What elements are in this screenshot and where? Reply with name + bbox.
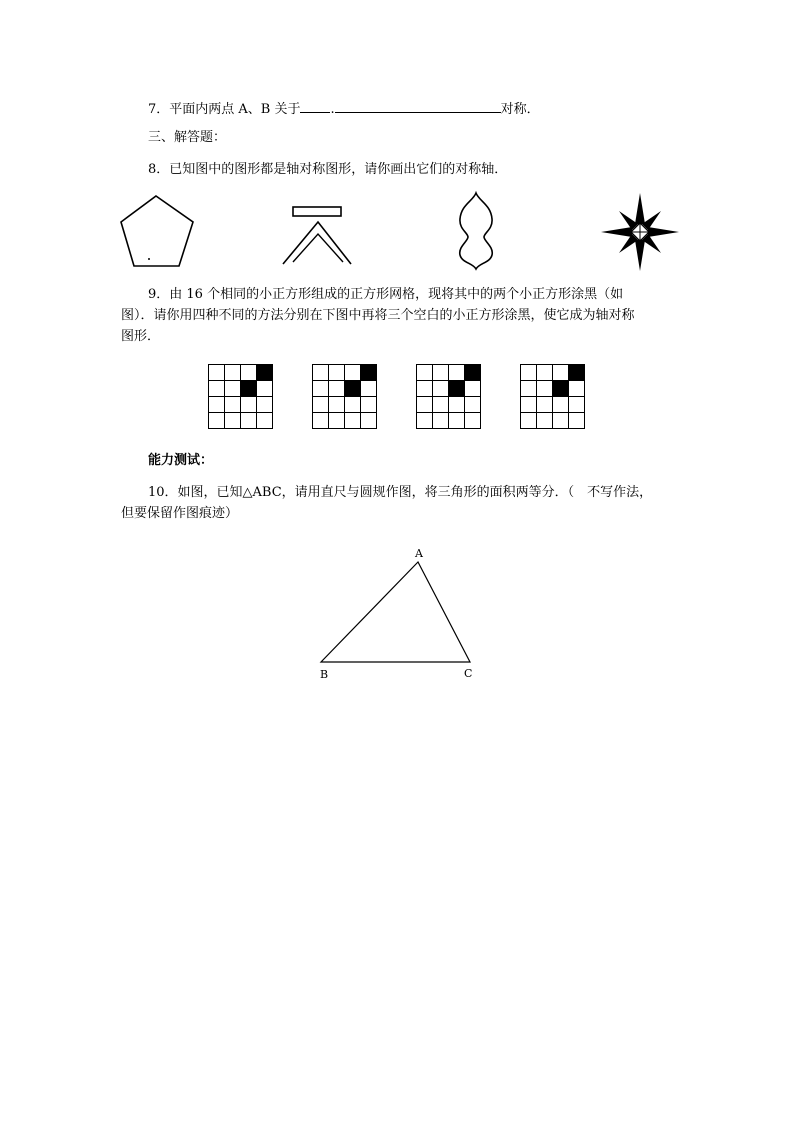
grid-cell-blank[interactable] xyxy=(417,381,433,397)
compass-star-figure xyxy=(599,191,681,273)
grid-row xyxy=(417,365,481,381)
grid-cell-blank[interactable] xyxy=(313,381,329,397)
grid-cell-blank[interactable] xyxy=(361,413,377,429)
grid-row xyxy=(209,365,273,381)
vertex-label-b: B xyxy=(320,668,329,681)
question-9-line-2: 图）．请你用四种不同的方法分别在下图中再将三个空白的小正方形涂黑，使它成为轴对称 xyxy=(121,308,635,323)
grid-cell-blank[interactable] xyxy=(257,381,273,397)
vertex-label-c: C xyxy=(464,667,473,680)
square-grid-1 xyxy=(208,364,273,429)
square-grid-4 xyxy=(520,364,585,429)
vertex-label-a: A xyxy=(415,547,423,560)
grid-row xyxy=(417,381,481,397)
grid-row xyxy=(521,381,585,397)
chevron-bar-figure xyxy=(283,204,353,266)
grid-cell-blank[interactable] xyxy=(417,413,433,429)
grid-cell-blank[interactable] xyxy=(241,413,257,429)
grid-cell-blank[interactable] xyxy=(433,381,449,397)
grid-cell-blank[interactable] xyxy=(569,413,585,429)
grid-cell-blank[interactable] xyxy=(553,397,569,413)
question-10-line-1: 10．如图，已知△ABC，请用直尺与圆规作图，将三角形的面积两等分．（ 不写作法， xyxy=(148,485,653,500)
grid-cell-blank[interactable] xyxy=(521,413,537,429)
question-8: 8．已知图中的图形都是轴对称图形，请你画出它们的对称轴． xyxy=(148,162,508,177)
grid-cell-blank[interactable] xyxy=(361,397,377,413)
grid-row xyxy=(209,381,273,397)
grid-cell-blank[interactable] xyxy=(465,397,481,413)
chevron-inner-shape xyxy=(293,234,343,262)
grid-cell-blank[interactable] xyxy=(345,413,361,429)
ability-test-heading: 能力测试： xyxy=(148,453,214,468)
grid-cell-blank[interactable] xyxy=(209,413,225,429)
grid-cell-blank[interactable] xyxy=(537,413,553,429)
grid-row xyxy=(209,413,273,429)
question-7 xyxy=(148,98,540,120)
grid-cell-black[interactable] xyxy=(465,365,481,381)
grid-cell-blank[interactable] xyxy=(449,365,465,381)
grid-cell-blank[interactable] xyxy=(433,413,449,429)
grid-cell-black[interactable] xyxy=(345,381,361,397)
grid-cell-black[interactable] xyxy=(553,381,569,397)
grid-cell-blank[interactable] xyxy=(225,397,241,413)
triangle-shape xyxy=(321,562,470,662)
grid-cell-blank[interactable] xyxy=(329,413,345,429)
grid-cell-blank[interactable] xyxy=(449,413,465,429)
section-heading-answer-questions: 三、解答题： xyxy=(148,130,227,145)
grid-cell-blank[interactable] xyxy=(553,365,569,381)
grid-cell-blank[interactable] xyxy=(553,413,569,429)
grid-cell-blank[interactable] xyxy=(417,397,433,413)
grid-cell-blank[interactable] xyxy=(433,397,449,413)
grid-cell-blank[interactable] xyxy=(345,365,361,381)
pentagon-dot xyxy=(148,258,150,260)
grid-cell-black[interactable] xyxy=(449,381,465,397)
grid-cell-blank[interactable] xyxy=(241,365,257,381)
pentagon-shape xyxy=(121,196,193,266)
grid-cell-blank[interactable] xyxy=(465,413,481,429)
grid-row xyxy=(521,365,585,381)
grid-cell-blank[interactable] xyxy=(569,397,585,413)
grid-row xyxy=(521,413,585,429)
grid-row xyxy=(209,397,273,413)
answer-blank-long[interactable] xyxy=(335,98,501,113)
square-grid-3 xyxy=(416,364,481,429)
grid-cell-blank[interactable] xyxy=(313,397,329,413)
grid-cell-blank[interactable] xyxy=(225,381,241,397)
square-grid-2 xyxy=(312,364,377,429)
pentagon-figure xyxy=(118,192,198,272)
chevron-shape xyxy=(283,222,351,264)
grid-cell-black[interactable] xyxy=(569,365,585,381)
question-7-suffix: 对称． xyxy=(500,102,540,117)
grid-cell-blank[interactable] xyxy=(209,365,225,381)
grid-row xyxy=(313,365,377,381)
grid-cell-blank[interactable] xyxy=(521,397,537,413)
question-9-line-1: 9．由 16 个相同的小正方形组成的正方形网格，现将其中的两个小正方形涂黑（如 xyxy=(148,287,624,302)
grid-cell-blank[interactable] xyxy=(257,413,273,429)
grid-cell-blank[interactable] xyxy=(569,381,585,397)
grid-cell-blank[interactable] xyxy=(433,365,449,381)
grid-cell-blank[interactable] xyxy=(225,413,241,429)
star-ray-s xyxy=(635,240,645,271)
grid-row xyxy=(313,381,377,397)
grid-cell-blank[interactable] xyxy=(449,397,465,413)
grid-cell-blank[interactable] xyxy=(521,381,537,397)
grid-cell-blank[interactable] xyxy=(361,381,377,397)
grid-cell-black[interactable] xyxy=(241,381,257,397)
grid-row xyxy=(521,397,585,413)
grid-cell-blank[interactable] xyxy=(225,365,241,381)
grid-cell-blank[interactable] xyxy=(345,397,361,413)
grid-cell-blank[interactable] xyxy=(537,365,553,381)
grid-row xyxy=(313,397,377,413)
grid-cell-blank[interactable] xyxy=(521,365,537,381)
grid-row xyxy=(313,413,377,429)
answer-blank-short[interactable] xyxy=(300,98,330,113)
grid-cell-blank[interactable] xyxy=(465,381,481,397)
compass-star-group xyxy=(601,193,679,271)
grid-cell-blank[interactable] xyxy=(329,365,345,381)
question-7-dot: . xyxy=(330,102,335,117)
question-7-prefix: 7．平面内两点 A、B 关于 xyxy=(148,102,301,117)
grid-cell-blank[interactable] xyxy=(537,397,553,413)
star-ray-e xyxy=(648,227,679,237)
vase-shape xyxy=(460,193,493,269)
star-ray-w xyxy=(601,227,632,237)
bar-shape xyxy=(293,207,341,216)
question-9-line-3: 图形． xyxy=(121,329,161,344)
grid-cell-blank[interactable] xyxy=(257,397,273,413)
grid-cell-blank[interactable] xyxy=(241,397,257,413)
grid-cell-blank[interactable] xyxy=(537,381,553,397)
grid-cell-blank[interactable] xyxy=(209,397,225,413)
question-10-line-2: 但要保留作图痕迹） xyxy=(121,506,239,521)
triangle-abc xyxy=(316,558,476,668)
grid-cell-blank[interactable] xyxy=(329,381,345,397)
vase-figure xyxy=(451,191,501,271)
grid-row xyxy=(417,397,481,413)
grid-cell-black[interactable] xyxy=(257,365,273,381)
grid-row xyxy=(417,413,481,429)
grid-cell-black[interactable] xyxy=(361,365,377,381)
grid-cell-blank[interactable] xyxy=(313,413,329,429)
grid-cell-blank[interactable] xyxy=(329,397,345,413)
grid-cell-blank[interactable] xyxy=(313,365,329,381)
star-ray-n xyxy=(635,193,645,224)
grid-cell-blank[interactable] xyxy=(209,381,225,397)
grid-cell-blank[interactable] xyxy=(417,365,433,381)
